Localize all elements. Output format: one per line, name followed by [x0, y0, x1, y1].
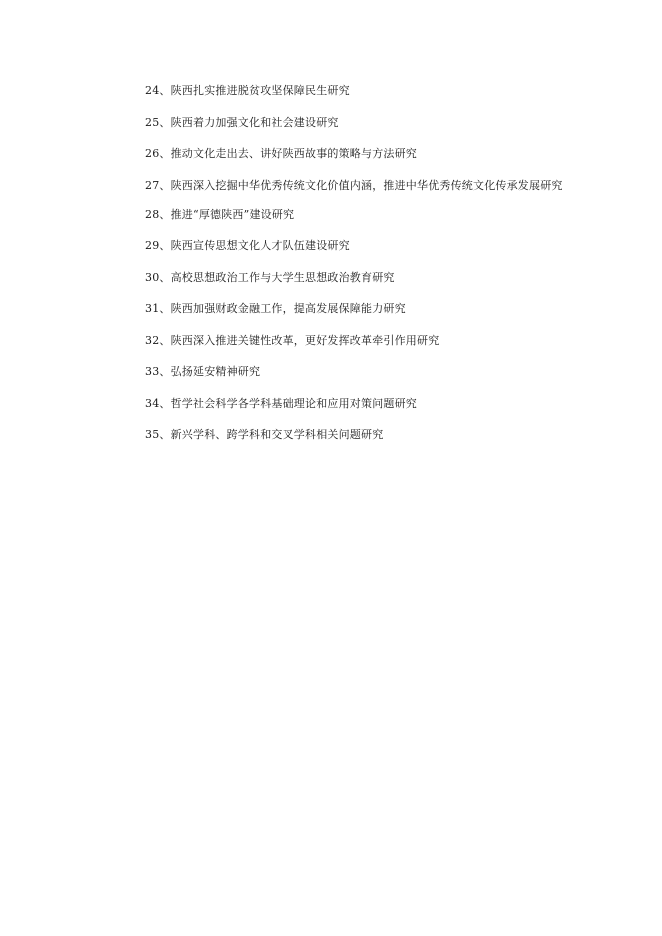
list-item: 27、陕西深入挖掘中华优秀传统文化价值内涵，推进中华优秀传统文化传承发展研究	[145, 178, 563, 192]
list-item: 25、陕西着力加强文化和社会建设研究	[145, 115, 339, 129]
list-item: 28、推进“厚德陕西”建设研究	[145, 207, 295, 221]
research-topic-list	[100, 82, 570, 458]
list-item: 24、陕西扎实推进脱贫攻坚保障民生研究	[145, 84, 350, 97]
list-item: 33、弘扬延安精神研究	[145, 365, 261, 378]
list-item: 30、高校思想政治工作与大学生思想政治教育研究	[145, 270, 395, 284]
list-item: 29、陕西宣传思想文化人才队伍建设研究	[145, 239, 350, 252]
list-item: 32、陕西深入推进关键性改革，更好发挥改革牵引作用研究	[145, 333, 440, 347]
list-item: 34、哲学社会科学各学科基础理论和应用对策问题研究	[145, 396, 417, 410]
list-item: 35、新兴学科、跨学科和交叉学科相关问题研究	[145, 428, 384, 441]
list-item: 26、推动文化走出去、讲好陕西故事的策略与方法研究	[145, 147, 417, 160]
list-item: 31、陕西加强财政金融工作，提高发展保障能力研究	[145, 302, 406, 315]
